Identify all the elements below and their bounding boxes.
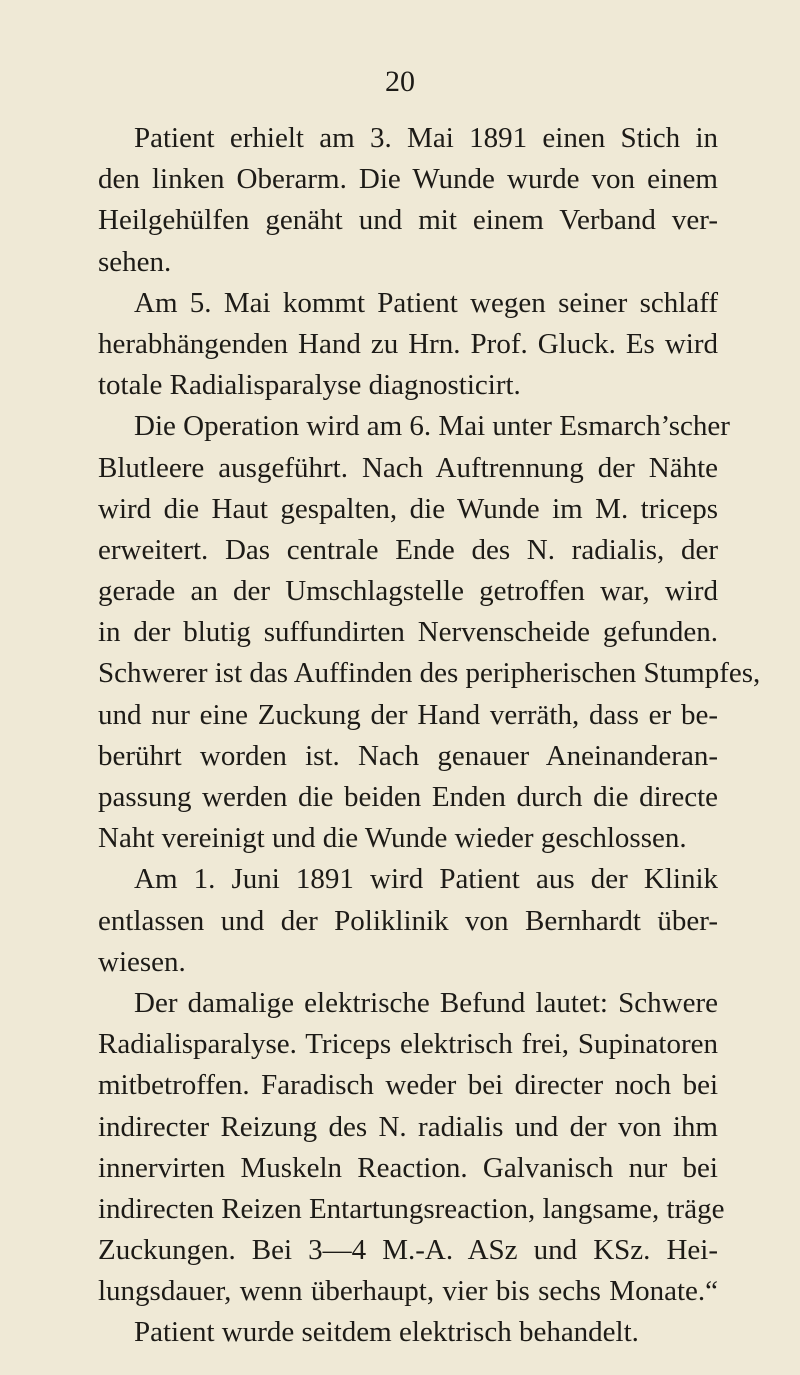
- text-line: indirecter Reizung des N. radialis und der von ihm: [98, 1110, 718, 1143]
- text-line: Zuckungen. Bei 3—4 M.-A. ASz und KSz. Hei-: [98, 1234, 718, 1267]
- text-line: Am 1. Juni 1891 wird Patient aus der Klinik: [134, 863, 718, 896]
- text-line: gerade an der Umschlagstelle getroffen war, wird: [98, 575, 718, 608]
- text-line: entlassen und der Poliklinik von Bernhardt über-: [98, 904, 718, 937]
- text-line: Patient wurde seitdem elektrisch behandelt.: [134, 1316, 639, 1349]
- text-line: Blutleere ausgeführt. Nach Auftrennung der Nähte: [98, 451, 718, 484]
- text-line: sehen.: [98, 245, 172, 278]
- text-line: erweitert. Das centrale Ende des N. radialis, der: [98, 533, 718, 566]
- text-line: totale Radialisparalyse diagnosticirt.: [98, 369, 521, 402]
- text-line: berührt worden ist. Nach genauer Aneinanderan-: [98, 739, 718, 772]
- text-line: Schwerer ist das Auffinden des peripherischen Stumpfes,: [98, 657, 761, 690]
- text-line: den linken Oberarm. Die Wunde wurde von einem: [98, 163, 718, 196]
- text-line: passung werden die beiden Enden durch die directe: [98, 781, 718, 813]
- text-line: Am 5. Mai kommt Patient wegen seiner schlaff: [134, 286, 718, 319]
- text-line: innervirten Muskeln Reaction. Galvanisch nur bei: [98, 1151, 718, 1184]
- text-line: mitbetroffen. Faradisch weder bei directer noch bei: [98, 1069, 718, 1102]
- page-number: 20: [385, 65, 415, 98]
- text-line: Naht vereinigt und die Wunde wieder geschlossen.: [98, 822, 687, 855]
- text-line: in der blutig suffundirten Nervenscheide gefunden.: [98, 616, 718, 649]
- text-line: Die Operation wird am 6. Mai unter Esmarch’scher: [134, 410, 730, 443]
- text-line: indirecten Reizen Entartungsreaction, langsame, träge: [98, 1192, 725, 1225]
- text-line: und nur eine Zuckung der Hand verräth, dass er be-: [98, 698, 718, 731]
- text-line: lungsdauer, wenn überhaupt, vier bis sechs Monate.“: [98, 1275, 718, 1308]
- text-line: Heilgehülfen genäht und mit einem Verband ver-: [98, 204, 718, 237]
- text-line: wird die Haut gespalten, die Wunde im M. triceps: [98, 492, 718, 525]
- text-line: wiesen.: [98, 945, 186, 978]
- text-line: Radialisparalyse. Triceps elektrisch frei, Supinatoren: [98, 1028, 718, 1061]
- body-text: [98, 118, 761, 1354]
- text-line: herabhängenden Hand zu Hrn. Prof. Gluck. Es wird: [98, 327, 718, 360]
- text-line: Der damalige elektrische Befund lautet: Schwere: [134, 986, 718, 1019]
- text-line: Patient erhielt am 3. Mai 1891 einen Stich in: [134, 122, 718, 154]
